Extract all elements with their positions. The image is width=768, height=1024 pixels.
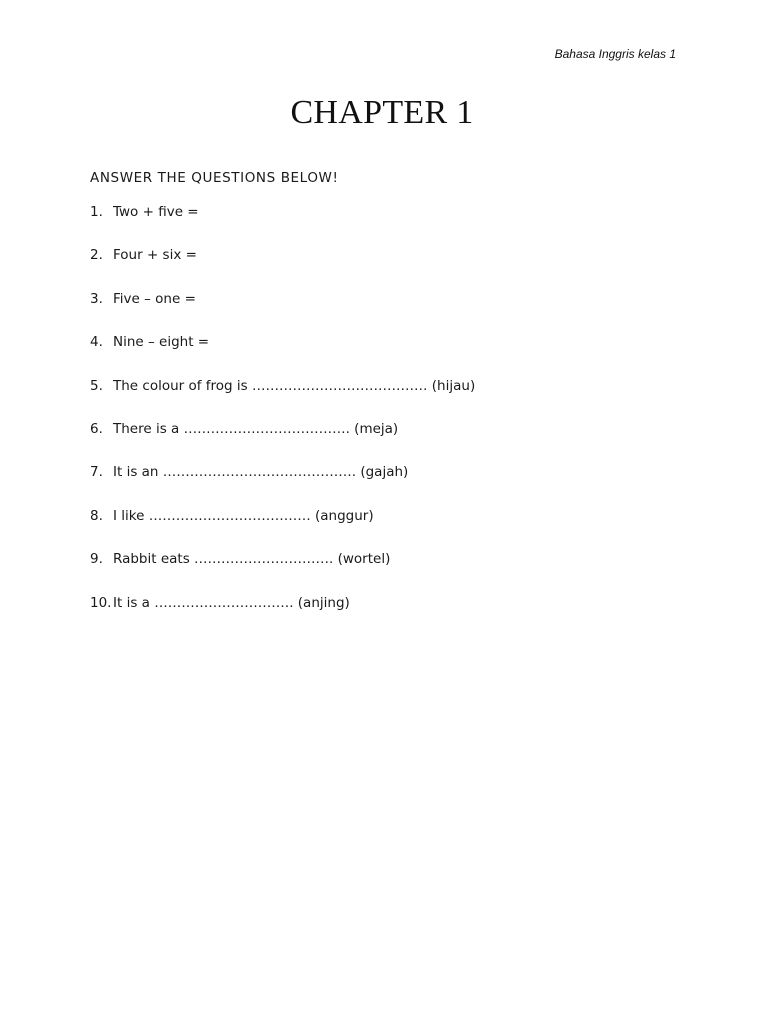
question-number: 4.: [90, 334, 103, 351]
question-item-3: [90, 291, 475, 334]
question-number: 8.: [90, 507, 103, 524]
question-number: 7.: [90, 464, 103, 481]
instruction-text: ANSWER THE QUESTIONS BELOW!: [90, 170, 339, 186]
question-number: 1.: [90, 204, 103, 220]
question-text: Rabbit eats …………………………. (wortel): [113, 551, 391, 568]
header-note: Bahasa Inggris kelas 1: [554, 47, 676, 61]
question-text: It is a …………………………. (anjing): [113, 594, 350, 611]
question-number: 10.: [90, 594, 112, 611]
question-item-2: [90, 247, 475, 290]
question-item-7: [90, 464, 475, 507]
question-item-5: [90, 378, 475, 421]
question-text: Nine – eight =: [113, 334, 210, 351]
question-item-6: [90, 421, 475, 464]
question-text: Five – one =: [113, 290, 196, 307]
chapter-title: CHAPTER 1: [290, 94, 474, 131]
question-number: 2.: [90, 247, 103, 264]
question-item-1: [90, 204, 475, 247]
question-text: It is an ……………………………………. (gajah): [113, 464, 409, 481]
question-number: 3.: [90, 290, 103, 307]
question-text: I like ……………………………… (anggur): [113, 507, 374, 524]
question-text: Two + five =: [113, 204, 199, 220]
question-number: 9.: [90, 551, 103, 568]
question-list: [90, 204, 475, 638]
question-text: Four + six =: [113, 247, 197, 264]
question-item-9: [90, 551, 475, 594]
question-item-8: [90, 508, 475, 551]
question-item-4: [90, 334, 475, 377]
question-number: 5.: [90, 377, 103, 394]
question-item-10: [90, 595, 475, 638]
question-text: There is a ………………………………. (meja): [113, 420, 399, 437]
question-number: 6.: [90, 420, 103, 437]
question-text: The colour of frog is ………………………………… (hijau): [113, 377, 476, 394]
